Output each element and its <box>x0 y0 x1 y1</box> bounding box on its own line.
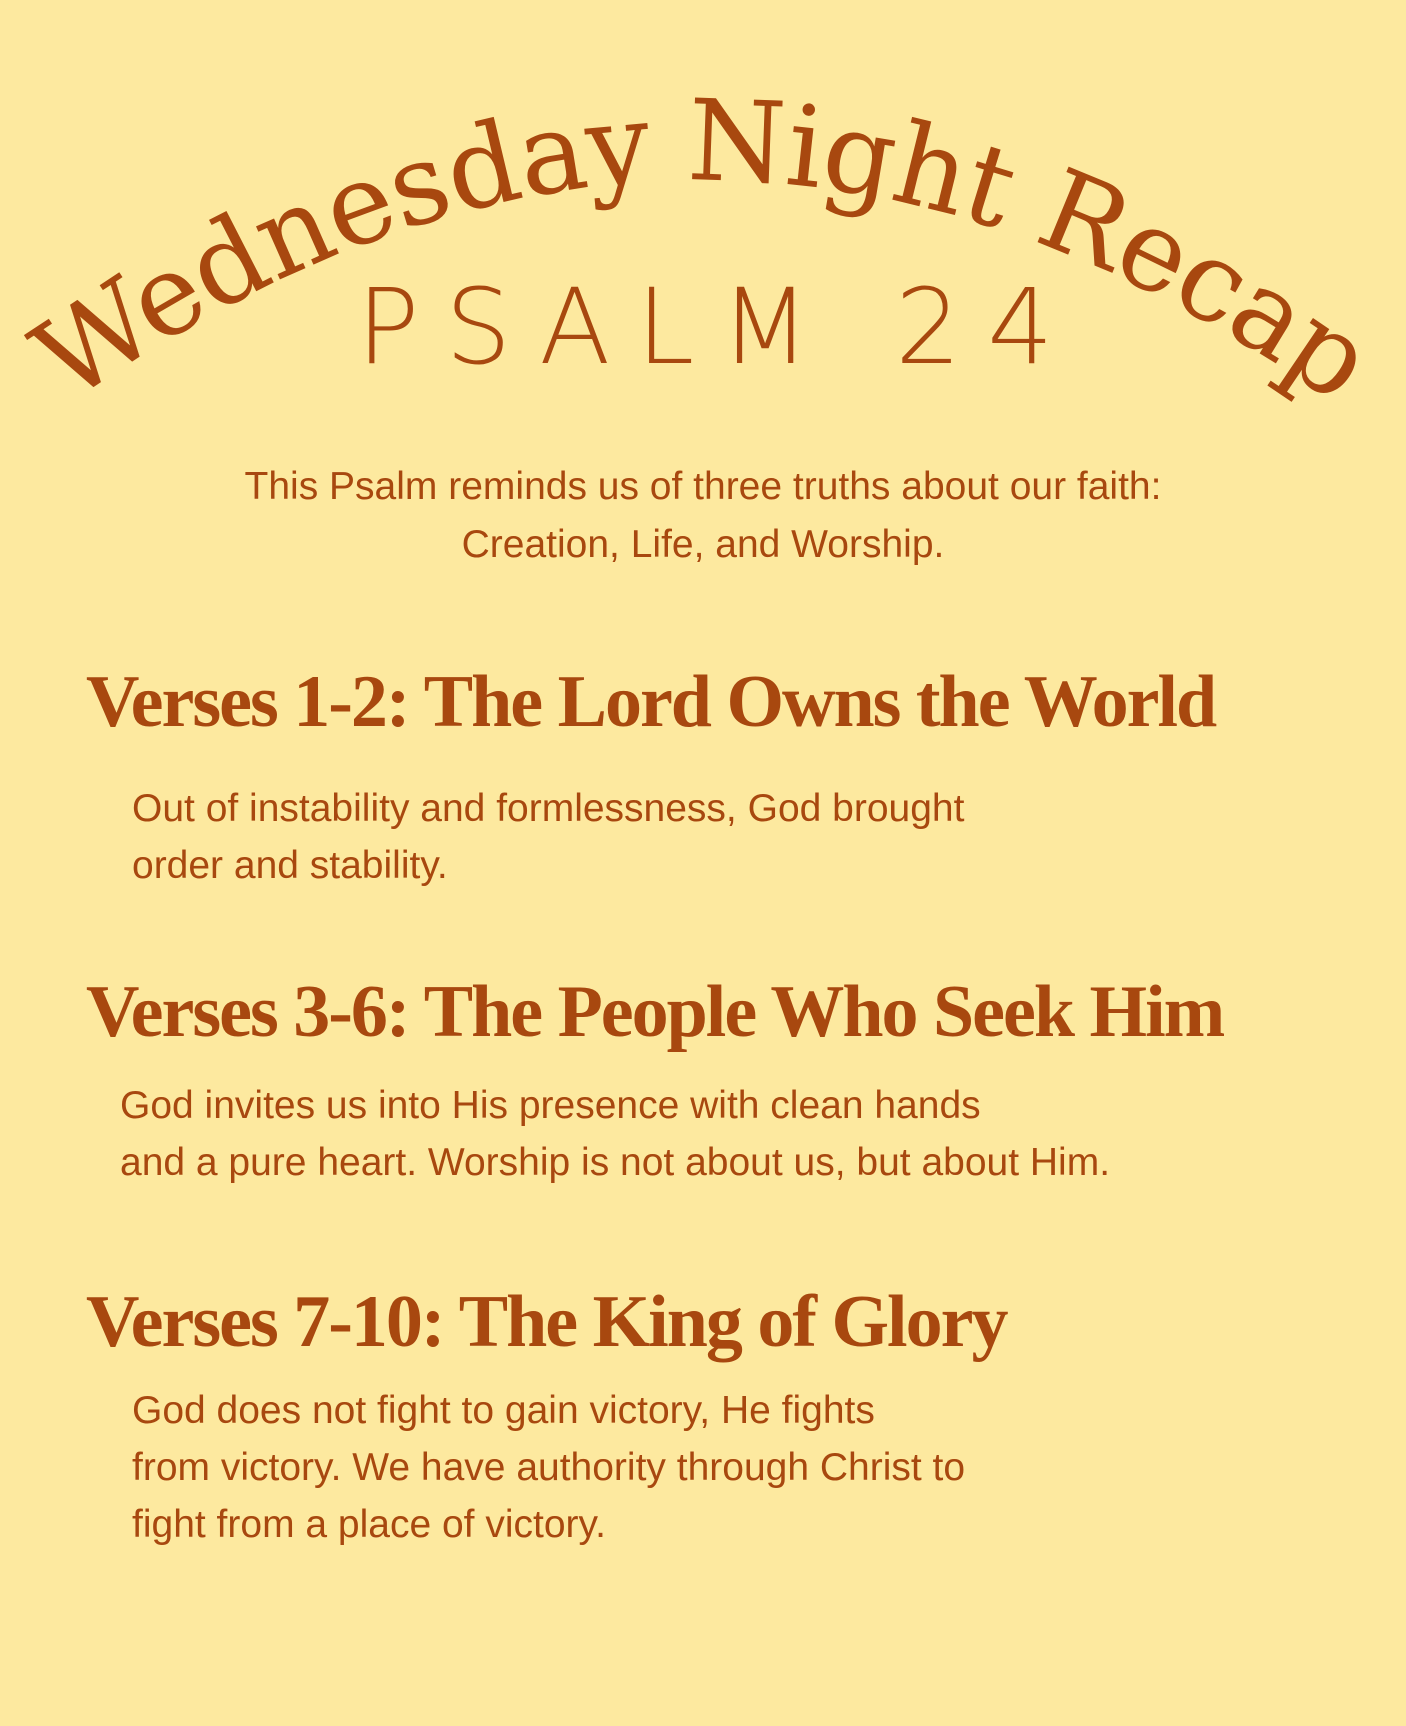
arc-title <box>0 0 1406 460</box>
psalm-subtitle: PSALM 24 <box>356 266 1080 388</box>
section-body-2: God invites us into His presence with clean hands and a pure heart. Worship is not about us, but about Him. <box>120 1084 1111 1184</box>
section-heading-2: Verses 3-6: The People Who Seek Him <box>86 971 1224 1053</box>
intro-text: This Psalm reminds us of three truths about our faith: Creation, Life, and Worship. <box>244 465 1162 566</box>
arc-title-text: Wednesday Night Recap <box>11 75 1394 427</box>
section-body-1: Out of instability and formlessness, God brought order and stability. <box>132 787 965 887</box>
section-body-3: God does not fight to gain victory, He fights from victory. We have authority through Christ to fight from a place of victory. <box>132 1389 966 1546</box>
section-heading-1: Verses 1-2: The Lord Owns the World <box>86 661 1216 743</box>
section-heading-3: Verses 7-10: The King of Glory <box>86 1281 1007 1363</box>
